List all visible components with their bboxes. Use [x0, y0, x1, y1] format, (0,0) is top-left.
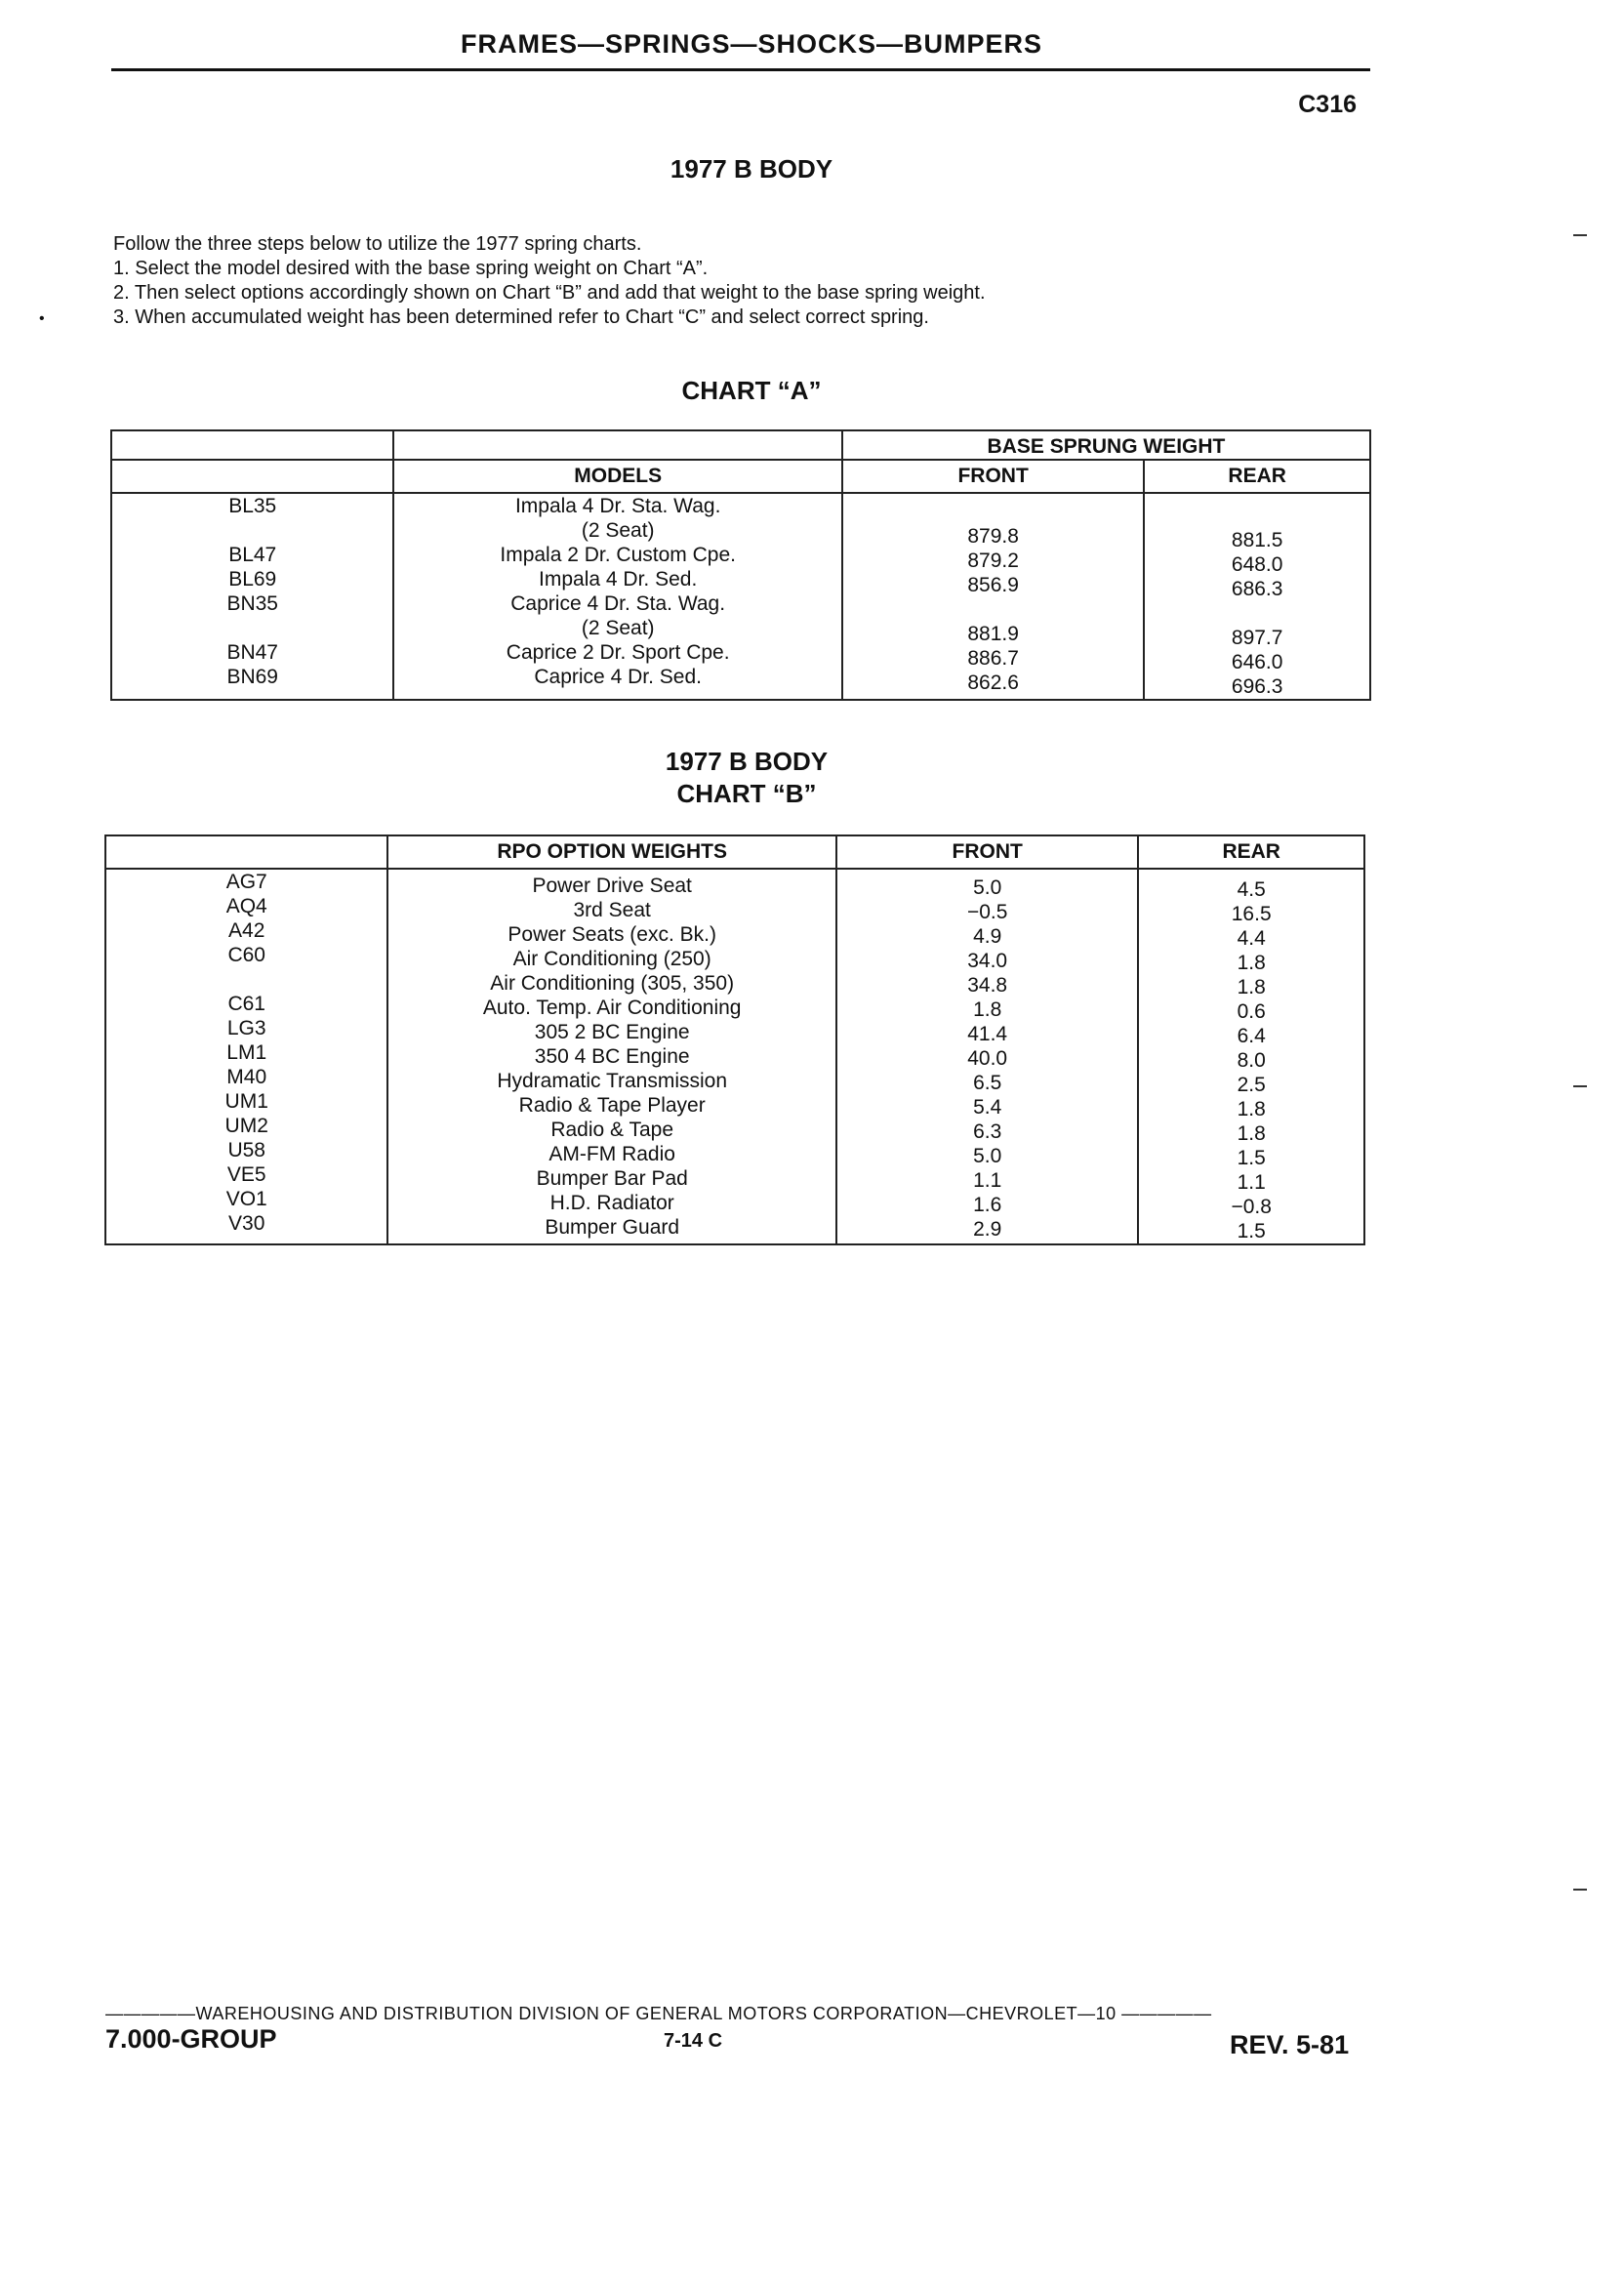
front-weight: 1.6: [973, 1194, 1002, 1216]
rear-weight: 4.5: [1237, 878, 1266, 901]
header-rule: [111, 68, 1370, 71]
rear-weight: 2.5: [1237, 1074, 1266, 1096]
rear-weight: 4.4: [1237, 927, 1266, 950]
model-name: Impala 4 Dr. Sta. Wag.: [514, 495, 721, 517]
instruction-step: 2. Then select options accordingly shown on Chart “B” and add that weight to the base spring weight.: [113, 282, 986, 304]
rear-weight: [1145, 504, 1369, 528]
rear-weight: −0.8: [1231, 1196, 1272, 1218]
front-weight: 1.8: [973, 998, 1002, 1021]
front-weight: 886.7: [967, 647, 1019, 670]
chart-b-codes-column: [105, 869, 387, 1244]
front-weight: 40.0: [967, 1047, 1008, 1070]
margin-mark: [1573, 1889, 1587, 1891]
front-weight: 879.2: [967, 550, 1019, 572]
rear-weight: 881.5: [1231, 529, 1283, 551]
rear-weight: 8.0: [1237, 1049, 1266, 1072]
front-weight: 34.8: [967, 974, 1008, 997]
model-code: BL47: [228, 544, 277, 566]
model-name: Impala 4 Dr. Sed.: [539, 568, 698, 590]
front-weight: 879.8: [967, 525, 1019, 548]
page-title: 1977 B BODY: [670, 154, 833, 183]
front-weight: [843, 500, 1143, 524]
option-name: Hydramatic Transmission: [497, 1070, 728, 1092]
rear-weight: 6.4: [1237, 1025, 1266, 1047]
chart-a-blank-cell: [393, 430, 841, 460]
model-code: BN35: [226, 592, 278, 615]
option-name: 350 4 BC Engine: [534, 1045, 690, 1068]
rear-weight: 1.8: [1237, 1122, 1266, 1145]
option-name: Air Conditioning (250): [512, 948, 711, 970]
rpo-code: [106, 967, 386, 992]
chart-a-code-header: [111, 460, 393, 493]
model-name: Caprice 4 Dr. Sta. Wag.: [510, 592, 726, 615]
front-weight: 6.3: [973, 1120, 1002, 1143]
rpo-code: AG7: [225, 871, 267, 893]
rear-weight: 1.8: [1237, 976, 1266, 998]
option-name: Power Drive Seat: [532, 875, 692, 897]
option-name: AM-FM Radio: [548, 1143, 675, 1165]
rear-weight: 16.5: [1231, 903, 1272, 925]
model-code: [112, 518, 392, 543]
model-name: Impala 2 Dr. Custom Cpe.: [500, 544, 736, 566]
chart-b-table: [104, 835, 1365, 1245]
rpo-code: A42: [228, 919, 265, 942]
front-weight: 2.9: [973, 1218, 1002, 1241]
option-name: 305 2 BC Engine: [534, 1021, 690, 1043]
front-weight: 6.5: [973, 1072, 1002, 1094]
chart-b-rear-header: REAR: [1138, 835, 1364, 869]
front-weight: 5.0: [973, 876, 1002, 899]
chart-b-options-column: [387, 869, 836, 1244]
chart-a-table: [110, 429, 1371, 701]
rpo-code: M40: [226, 1066, 267, 1088]
option-name: Bumper Bar Pad: [536, 1167, 688, 1190]
front-weight: 5.4: [973, 1096, 1002, 1119]
rear-weight: 646.0: [1231, 651, 1283, 673]
rear-weight: [1145, 601, 1369, 626]
rpo-code: C60: [227, 944, 265, 966]
rpo-code: VO1: [225, 1188, 267, 1210]
front-weight: 34.0: [967, 950, 1008, 972]
footer-division-line: —————WAREHOUSING AND DISTRIBUTION DIVISION OF GENERAL MOTORS CORPORATION—CHEVROLET—10 —————: [105, 2004, 1212, 2023]
footer-group: 7.000-GROUP: [105, 2024, 277, 2054]
model-code: BL69: [228, 568, 277, 590]
front-weight: 41.4: [967, 1023, 1008, 1045]
rpo-code: LG3: [226, 1017, 266, 1039]
front-weight: 881.9: [967, 623, 1019, 645]
option-name: H.D. Radiator: [549, 1192, 674, 1214]
front-weight: −0.5: [966, 901, 1008, 923]
chart-a-title: CHART “A”: [681, 376, 822, 405]
option-name: Radio & Tape Player: [518, 1094, 706, 1117]
model-code: BN69: [226, 666, 278, 688]
rpo-code: V30: [228, 1212, 265, 1235]
model-name: (2 Seat): [581, 519, 655, 542]
chart-b-front-header: FRONT: [836, 835, 1138, 869]
front-weight: 1.1: [973, 1169, 1002, 1192]
rpo-code: U58: [227, 1139, 265, 1161]
rear-weight: 1.8: [1237, 1098, 1266, 1120]
rpo-code: LM1: [226, 1041, 267, 1064]
stray-mark-bullet: •: [39, 310, 45, 327]
rear-weight: 696.3: [1231, 675, 1283, 698]
chart-a-rear-header: REAR: [1144, 460, 1370, 493]
chart-a-codes-column: [111, 493, 393, 700]
option-name: Radio & Tape: [550, 1119, 674, 1141]
model-name: Caprice 2 Dr. Sport Cpe.: [506, 641, 730, 664]
chart-b-options-header: RPO OPTION WEIGHTS: [387, 835, 836, 869]
option-name: Bumper Guard: [545, 1216, 680, 1239]
chart-a-front-column: [842, 493, 1144, 700]
rear-weight: 648.0: [1231, 553, 1283, 576]
instructions: [113, 232, 1265, 330]
chart-a-group-header: BASE SPRUNG WEIGHT: [842, 430, 1370, 460]
rear-weight: 1.8: [1237, 952, 1266, 974]
instruction-step: 1. Select the model desired with the base spring weight on Chart “A”.: [113, 258, 709, 279]
rpo-code: UM2: [224, 1115, 268, 1137]
chart-a-models-header: MODELS: [393, 460, 841, 493]
margin-mark: [1573, 1085, 1587, 1087]
footer-revision: REV. 5-81: [1230, 2030, 1350, 2059]
rear-weight: 0.6: [1237, 1000, 1266, 1023]
option-name: Auto. Temp. Air Conditioning: [482, 997, 742, 1019]
option-name: Power Seats (exc. Bk.): [508, 923, 716, 946]
model-name: (2 Seat): [581, 617, 655, 639]
rear-weight: 897.7: [1231, 627, 1283, 649]
rear-weight: 1.1: [1237, 1171, 1266, 1194]
chart-b-title-line2: CHART “B”: [676, 779, 817, 808]
margin-mark: [1573, 234, 1587, 236]
front-weight: 5.0: [973, 1145, 1002, 1167]
instruction-step: 3. When accumulated weight has been determined refer to Chart “C” and select correct spring.: [113, 306, 929, 328]
chart-a-models-column: [393, 493, 841, 700]
front-weight: 4.9: [973, 925, 1002, 948]
chart-a-front-header: FRONT: [842, 460, 1144, 493]
model-name: Caprice 4 Dr. Sed.: [534, 666, 702, 688]
front-weight: 856.9: [967, 574, 1019, 596]
chart-b-code-header: [105, 835, 387, 869]
rear-weight: 686.3: [1231, 578, 1283, 600]
model-code: BN47: [226, 641, 278, 664]
rear-weight: 1.5: [1237, 1220, 1266, 1242]
front-weight: [843, 597, 1143, 622]
model-code: [112, 616, 392, 640]
rpo-code: AQ4: [225, 895, 267, 917]
option-name: Air Conditioning (305, 350): [490, 972, 735, 995]
chart-b-front-column: [836, 869, 1138, 1244]
option-name: 3rd Seat: [573, 899, 651, 921]
chart-a-blank-cell: [111, 430, 393, 460]
page-code: C316: [1298, 91, 1357, 118]
chart-b-rear-column: [1138, 869, 1364, 1244]
rear-weight: 1.5: [1237, 1147, 1266, 1169]
rpo-code: VE5: [226, 1163, 266, 1186]
rpo-code: C61: [227, 993, 265, 1015]
instructions-lead: Follow the three steps below to utilize the 1977 spring charts.: [113, 233, 642, 255]
front-weight: 862.6: [967, 672, 1019, 694]
chart-a-rear-column: [1144, 493, 1370, 700]
footer-page-number: 7-14 C: [664, 2030, 723, 2052]
rpo-code: UM1: [224, 1090, 268, 1113]
chart-b-title-line1: 1977 B BODY: [665, 747, 829, 776]
model-code: BL35: [228, 495, 277, 517]
section-title: FRAMES—SPRINGS—SHOCKS—BUMPERS: [460, 29, 1043, 59]
